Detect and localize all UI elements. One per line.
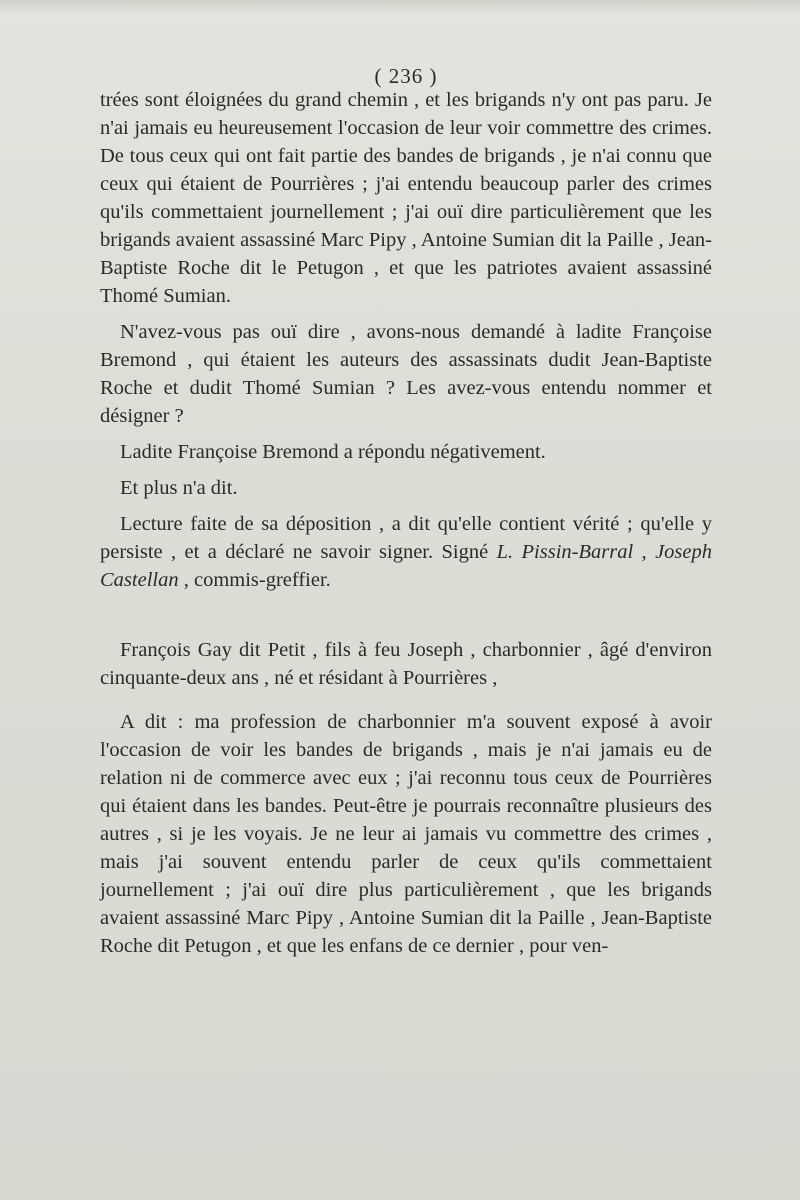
paragraph-reading-signature [100, 510, 712, 594]
paragraph-witness-identity: François Gay dit Petit , fils à feu Joseph , charbonnier , âgé d'environ cinquante-deux ans , né et résidant à Pourrières , [100, 639, 712, 689]
reading-text: Lecture faite de sa déposition , a dit qu'elle contient vérité ; qu'elle y persiste , et a déclaré ne savoir signer. Signé [100, 513, 712, 563]
paragraph-deposition-continued: trées sont éloignées du grand chemin , et les brigands n'y ont pas paru. Je n'ai jamais eu heureusement l'occasion de leur voir commettre des crimes. De tous ceux qui ont fait partie des bandes de brigands , je n'ai connu que ceux qui étaient de Pourrières ; j'ai entendu beaucoup parler des crimes qu'ils commettaient journellement ; j'ai ouï dire particulièrement que les brigands avaient assassiné Marc Pipy , Antoine Sumian dit la Paille , Jean-Baptiste Roche dit le Petugon , et que les patriotes avaient assassiné Thomé Sumian. [100, 89, 712, 307]
page-top-edge [0, 0, 800, 16]
signature-separator: , [633, 541, 656, 563]
clerk-title: , commis-greffier. [178, 569, 331, 591]
paragraph-witness-testimony: A dit : ma profession de charbonnier m'a souvent exposé à avoir l'occasion de voir les bandes de brigands , mais je n'ai jamais eu de relation ni de commerce avec eux ; j'ai reconnu tous ceux de Pourrières qui étaient dans les bandes. Peut-être je pourrais reconnaître plusieurs des autres , si je les voyais. Je ne leur ai jamais vu commettre des crimes , mais j'ai souvent entendu parler de ceux qu'ils commettaient journellement ; j'ai ouï dire plus particulièrement , que les brigands avaient assassiné Marc Pipy , Antoine Sumian dit la Paille , Jean-Baptiste Roche dit Petugon , et que les enfans de ce dernier , pour ven- [100, 711, 712, 957]
page-number: ( 236 ) [374, 64, 438, 88]
page-text-block [100, 62, 712, 960]
paragraph-question: N'avez-vous pas ouï dire , avons-nous demandé à ladite Françoise Bremond , qui étaient les auteurs des assassinats dudit Jean-Baptiste Roche et dudit Thomé Sumian ? Les avez-vous entendu nommer et désigner ? [100, 321, 712, 427]
signature-pissin-barral: L. Pissin-Barral [496, 541, 634, 563]
signature-castellan: Joseph Castellan [100, 541, 713, 591]
paragraph-answer: Ladite Françoise Bremond a répondu négativement. [120, 441, 546, 463]
paragraph-end-statement: Et plus n'a dit. [120, 477, 238, 499]
